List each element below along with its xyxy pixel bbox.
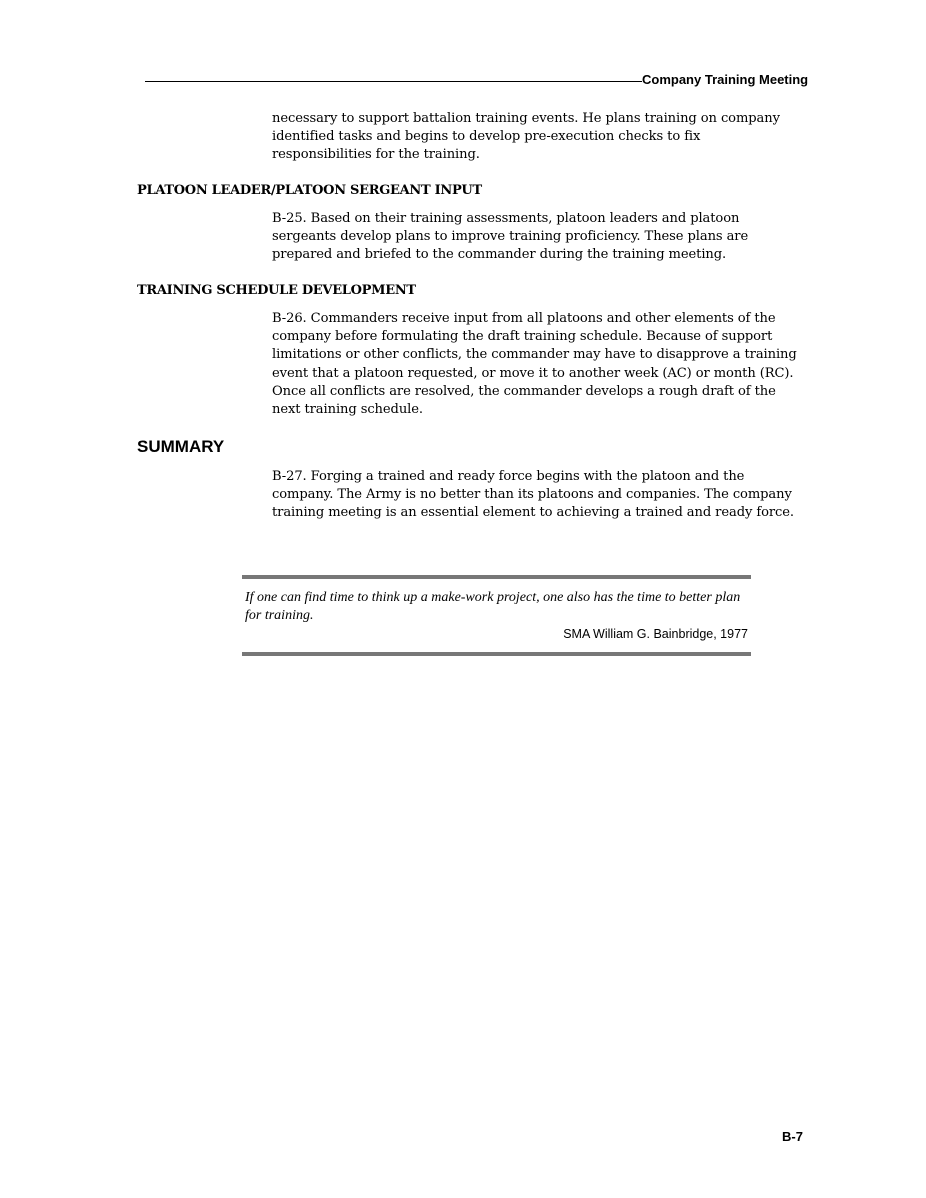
section-heading-schedule-development: TRAINING SCHEDULE DEVELOPMENT <box>137 283 416 298</box>
intro-paragraph: necessary to support battalion training events. He plans training on company identified tasks and begins to develop pre-execution checks to fix responsibilities for the training. <box>272 111 780 163</box>
paragraph-b25: B-25. Based on their training assessments, platoon leaders and platoon sergeants develop plans to improve training proficiency. These plans are prepared and briefed to the commander during the training meeting. <box>272 211 749 263</box>
quote-attribution: SMA William G. Bainbridge, 1977 <box>563 627 748 641</box>
quote-text: If one can find time to think up a make-work project, one also has the time to better plan for training. <box>245 590 741 623</box>
paragraph-b27: B-27. Forging a trained and ready force begins with the platoon and the company. The Army is no better than its platoons and companies. The company training meeting is an essential element to achieving a trained and ready force. <box>272 469 794 521</box>
paragraph-b26: B-26. Commanders receive input from all platoons and other elements of the company before formulating the draft training schedule. Because of support limitations or other conflicts, the commander may have to disapprove a training event that a platoon requested, or move it to another week (AC) or month (RC). Once all conflicts are resolved, the commander develops a rough draft of the next training schedule. <box>272 311 797 418</box>
page-number: B-7 <box>782 1129 803 1144</box>
summary-heading: SUMMARY <box>137 437 225 456</box>
quote-bottom-rule <box>242 652 751 656</box>
running-header-title: Company Training Meeting <box>642 72 809 87</box>
quote-top-rule <box>242 575 751 579</box>
header-rule <box>145 81 642 82</box>
section-heading-platoon-input: PLATOON LEADER/PLATOON SERGEANT INPUT <box>137 183 482 198</box>
